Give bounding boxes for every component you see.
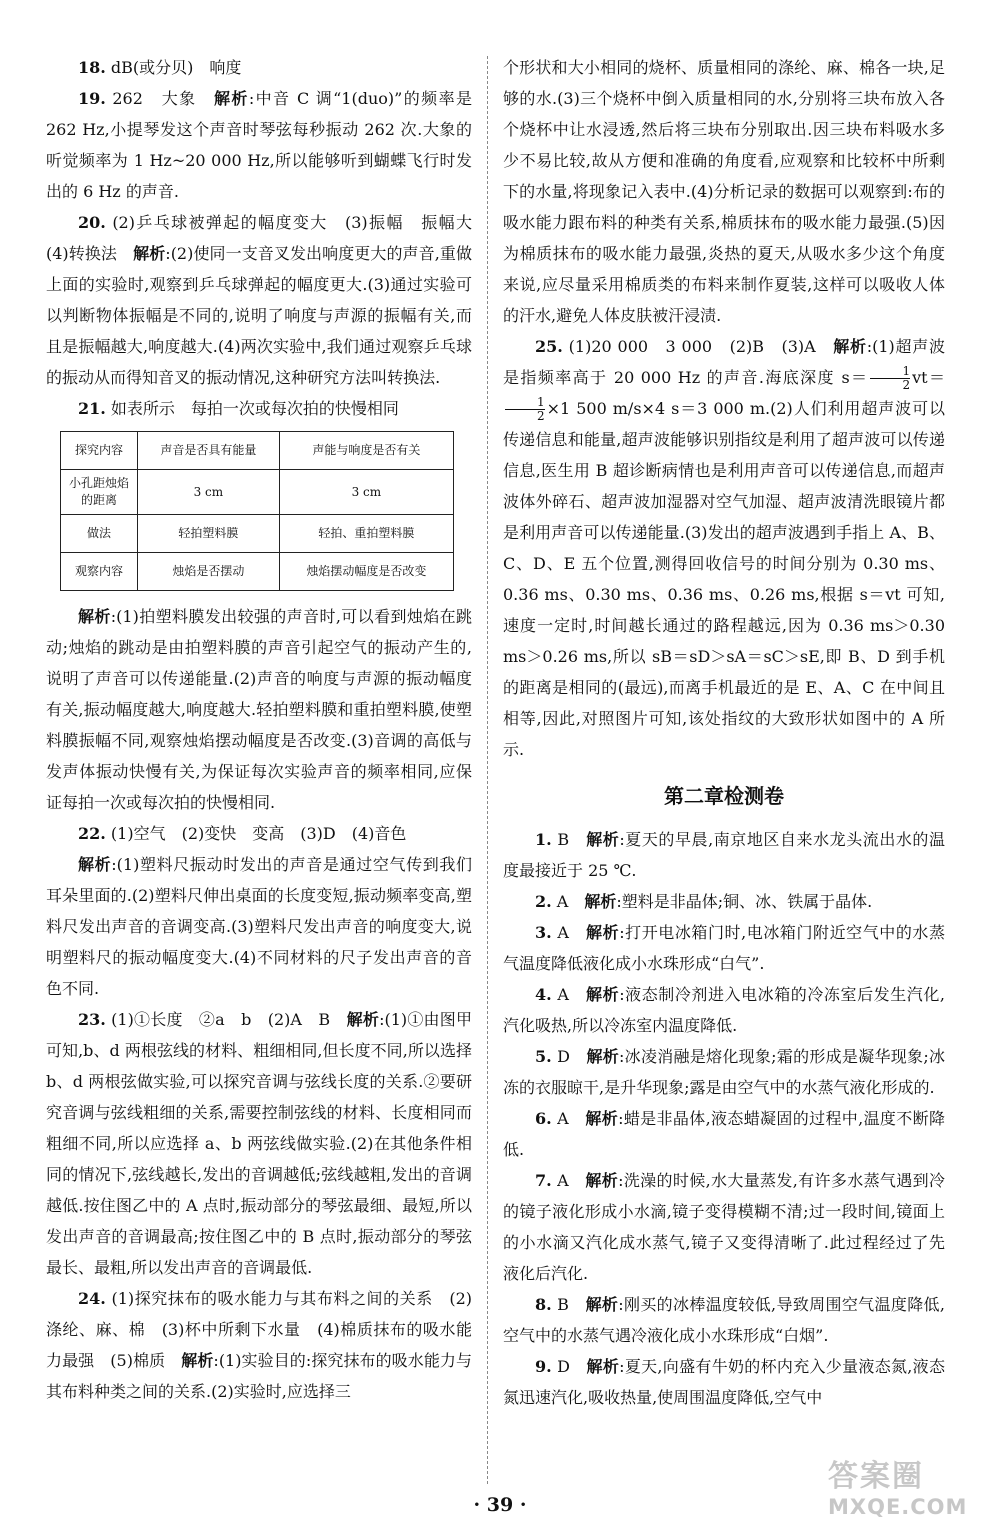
answer-22 [46,818,472,849]
watermark-text: 答案圈 [828,1459,924,1494]
table-cell: 做法 [61,515,138,553]
analysis-22 [46,849,472,1004]
fraction-numerator: 1 [537,395,545,409]
section-title: 第二章检测卷 [664,784,784,808]
answer-text: D [551,1047,587,1066]
analysis-label: 解析 [586,830,620,849]
answer-table [60,431,454,591]
list-item [503,1289,945,1351]
analysis-text: :(1)超声波是指频率高于 20 000 Hz 的声音.海底深度 s＝ [503,337,945,387]
analysis-label: 解析 [586,1047,620,1066]
analysis-label: 解析 [346,1010,380,1029]
table-header-cell: 声音是否具有能量 [138,432,280,470]
question-number: 21. [78,399,106,418]
list-item [503,824,945,886]
answer-text: (1)空气 (2)变快 变高 (3)D (4)音色 [105,824,407,843]
answer-text: (2)乒乓球被弹起的幅度变大 (3)振幅 振幅大 (4)转换法 [46,213,489,263]
table-cell: 烛焰摆动幅度是否改变 [279,553,453,591]
analysis-text: :(1)实验目的:探究抹布的吸水能力与其布料种类之间的关系.(2)实验时,应选择三 [46,1351,472,1401]
table-cell: 烛焰是否摆动 [138,553,280,591]
answer-20 [46,207,489,393]
answer-text: (1)20 000 3 000 (2)B (3)A [562,337,834,356]
question-number: 22. [78,824,106,843]
question-number: 19. [78,89,106,108]
table-cell: 观察内容 [61,553,138,591]
analysis-text: :刚买的冰棒温度较低,导致周围空气温度降低,空气中的水蒸气遇冷液化成小水珠形成“白烟”. [503,1295,945,1345]
analysis-label: 解析 [586,1357,620,1376]
answer-24 [46,1283,472,1407]
right-column [503,52,945,1413]
answer-text: B [551,830,587,849]
analysis-label: 解析 [585,1171,619,1190]
question-number: 8. [535,1295,552,1314]
list-item [503,979,945,1041]
question-number: 23. [78,1010,106,1029]
list-item [503,1103,945,1165]
analysis-text: :液态制冷剂进入电冰箱的冷冻室后发生汽化,汽化吸热,所以冷冻室内温度降低. [503,985,945,1035]
analysis-text: ×1 500 m/s×4 s＝3 000 m.(2)人们利用超声波可以传递信息和能量,超声波能够识别指纹是利用了超声波可以传递信息,医生用 B 超诊断病情也是利用声音可以传递信息,而超声波体外碎石、超声波加湿器对空气加湿、超声波清洗眼镜片都是利用声音可以传递能量.(3)发出的超声波遇到手指上 A、B、C、D、E 五个位置,测得回收信号的时间分别为 0.30 ms、0.36 ms、0.30 ms、0.36 ms、0.26 ms,根据 s＝vt 可知,速度一定时,时间越长通过的路程越远,因为 0.36 ms＞0.30 ms＞0.26 ms,所以 sB＝sD＞sA＝sC＞sE,即 B、D 到手机的距离是相同的(最远),而离手机最近的是 E、A、C 在中间且相等,因此,对照图片可知,该处指纹的大致形状如图中的 A 所示. [503,399,945,759]
answer-text: 如表所示 每拍一次或每次拍的快慢相同 [105,399,399,418]
list-item [503,1351,945,1413]
analysis-text: vt＝ [912,368,945,387]
list-item [503,886,945,917]
table-cell: 小孔距烛焰的距离 [61,470,138,515]
analysis-text: :塑料是非晶体;铜、冰、铁属于晶体. [616,892,873,911]
analysis-text: :(1)①由图甲可知,b、d 两根弦线的材料、粗细相同,但长度不同,所以选择 b、d 两根弦做实验,可以探究音调与弦线长度的关系.②要研究音调与弦线粗细的关系,需要控制弦线的材料、长度相同而粗细不同,所以应选择 a、b 两弦线做实验.(2)在其他条件相同的情况下,弦线越长,发出的音调越低;弦线越粗,发出的音调越低.按住图乙中的 A 点时,振动部分的琴弦最细、最短,所以发出声音的音调最高;按住图乙中的 B 点时,振动部分的琴弦最长、最粗,所以发出声音的音调最低. [46,1010,472,1277]
answer-text: A [551,985,587,1004]
answer-text: B [551,1295,586,1314]
analysis-text: :夏天的早晨,南京地区自来水龙头流出水的温度最接近于 25 ℃. [503,830,945,880]
watermark-url: MXQE.COM [828,1495,968,1519]
analysis-label: 解析 [586,923,620,942]
question-number: 6. [535,1109,552,1128]
answer-text: A [551,923,587,942]
table-cell: 轻拍、重拍塑料膜 [279,515,453,553]
fraction-denominator: 2 [870,378,910,392]
column-divider [487,56,488,1484]
question-number: 18. [78,58,106,77]
answer-text: D [551,1357,587,1376]
question-number: 4. [535,985,552,1004]
table-header-cell: 声能与响度是否有关 [279,432,453,470]
watermark-logo [828,1451,986,1525]
question-number: 25. [535,337,563,356]
question-number: 2. [535,892,552,911]
answer-25 [503,331,945,765]
list-item [503,917,945,979]
analysis-text: :打开电冰箱门时,电冰箱门附近空气中的水蒸气温度降低液化成小水珠形成“白气”. [503,923,945,973]
analysis-label: 解析 [78,607,111,626]
analysis-text: :夏天,向盛有牛奶的杯内充入少量液态氮,液态氮迅速汽化,吸收热量,使周围温度降低,空气中 [503,1357,945,1407]
analysis-label: 解析 [133,244,166,263]
answer-23 [46,1004,472,1283]
question-number: 24. [78,1289,106,1308]
page-number: · 39 · [473,1494,527,1516]
answer-text: A [551,1109,586,1128]
table-cell: 轻拍塑料膜 [138,515,280,553]
left-column [46,52,489,1407]
answer-24-continued: 个形状和大小相同的烧杯、质量相同的涤纶、麻、棉各一块,足够的水.(3)三个烧杯中倒入质量相同的水,分别将三块布放入各个烧杯中让水浸透,然后将三块布分别取出.因三块布料吸水多少不易比较,故从方便和准确的角度看,应观察和比较杯中所剩下的水量,将现象记入表中.(4)分析记录的数据可以观察到:布的吸水能力跟布料的种类有关系,棉质抹布的吸水能力最强.(5)因为棉质抹布的吸水能力最强,炎热的夏天,从吸水多少这个角度来说,应尽量采用棉质类的布料来制作夏装,这样可以吸收人体的汗水,避免人体皮肤被汗浸渍. [503,58,945,325]
fraction-one-half [870,365,910,392]
answer-18 [46,52,472,83]
analysis-21 [46,601,472,818]
list-item [503,1041,945,1103]
table-row [61,470,454,515]
list-item [503,1165,945,1289]
question-number: 1. [535,830,552,849]
question-number: 9. [535,1357,552,1376]
answer-19 [46,83,472,207]
question-number: 3. [535,923,552,942]
analysis-text: :(1)拍塑料膜发出较强的声音时,可以看到烛焰在跳动;烛焰的跳动是由拍塑料膜的声音引起空气的振动产生的,说明了声音可以传递能量.(2)声音的响度与声源的振动幅度有关,振动幅度越大,响度越大.轻拍塑料膜和重拍塑料膜,使塑料膜振幅不同,观察烛焰摆动幅度是否改变.(3)音调的高低与发声体振动快慢有关,为保证每次实验声音的频率相同,应保证每拍一次或每次拍的快慢相同. [46,607,472,812]
analysis-text: :(1)塑料尺振动时发出的声音是通过空气传到我们耳朵里面的.(2)塑料尺伸出桌面的长度变短,振动频率变高,塑料尺发出声音的音调变高.(3)塑料尺发出声音的响度变大,说明塑料尺的振动幅度变大.(4)不同材料的尺子发出声音的音色不同. [46,855,472,998]
question-number: 5. [535,1047,552,1066]
table-row [61,432,454,470]
answer-text: 262 大象 [105,89,214,108]
table-row [61,553,454,591]
chapter-test-answers [503,824,945,1413]
table-row [61,515,454,553]
table-cell: 3 cm [138,470,280,515]
analysis-label: 解析 [78,855,112,874]
question-number: 7. [535,1171,552,1190]
fraction-denominator: 2 [505,409,545,423]
answer-text: (1)探究抹布的吸水能力与其布料之间的关系 (2)涤纶、麻、棉 (3)杯中所剩下水量 (4)棉质抹布的吸水能力最强 (5)棉质 [46,1289,472,1370]
analysis-text: :(2)使同一支音叉发出响度更大的声音,重做上面的实验时,观察到乒乓球弹起的幅度更大.(3)通过实验可以判断物体振幅是不同的,说明了响度与声源的振幅有关,而且是振幅越大,响度越大.(4)两次实验中,我们通过观察乒乓球的振动从而得知音叉的振动情况,这种研究方法叫转换法. [46,244,472,387]
analysis-label: 解析 [181,1351,214,1370]
analysis-text: :冰凌消融是熔化现象;霜的形成是凝华现象;冰冻的衣服晾干,是升华现象;露是由空气中的水蒸气液化形成的. [503,1047,945,1097]
analysis-label: 解析 [213,89,249,108]
analysis-label: 解析 [586,985,620,1004]
answer-text: A [551,892,585,911]
analysis-label: 解析 [584,892,617,911]
analysis-label: 解析 [585,1295,619,1314]
analysis-text: :洗澡的时候,水大量蒸发,有许多水蒸气遇到冷的镜子液化形成小水滴,镜子变得模糊不清;过一段时间,镜面上的小水滴又汽化成水蒸气,镜子又变得清晰了.此过程经过了先液化后汽化. [503,1171,945,1283]
table-header-cell: 探究内容 [61,432,138,470]
answer-21 [46,393,472,424]
analysis-label: 解析 [585,1109,619,1128]
fraction-numerator: 1 [902,364,911,378]
table-cell: 3 cm [279,470,453,515]
question-number: 20. [78,213,106,232]
answer-text: dB(或分贝) 响度 [105,58,242,77]
answer-text: (1)①长度 ②a b (2)A B [105,1010,347,1029]
fraction-one-half [505,396,545,423]
analysis-text: :蜡是非晶体,液态蜡凝固的过程中,温度不断降低. [503,1109,945,1159]
analysis-label: 解析 [833,337,867,356]
answer-text: A [551,1171,586,1190]
analysis-text: :中音 C 调“1(duo)”的频率是 262 Hz,小提琴发这个声音时琴弦每秒振动 262 次.大象的听觉频率为 1 Hz~20 000 Hz,所以能够听到蝴蝶飞行时发出的 6 Hz 的声音. [46,89,472,201]
